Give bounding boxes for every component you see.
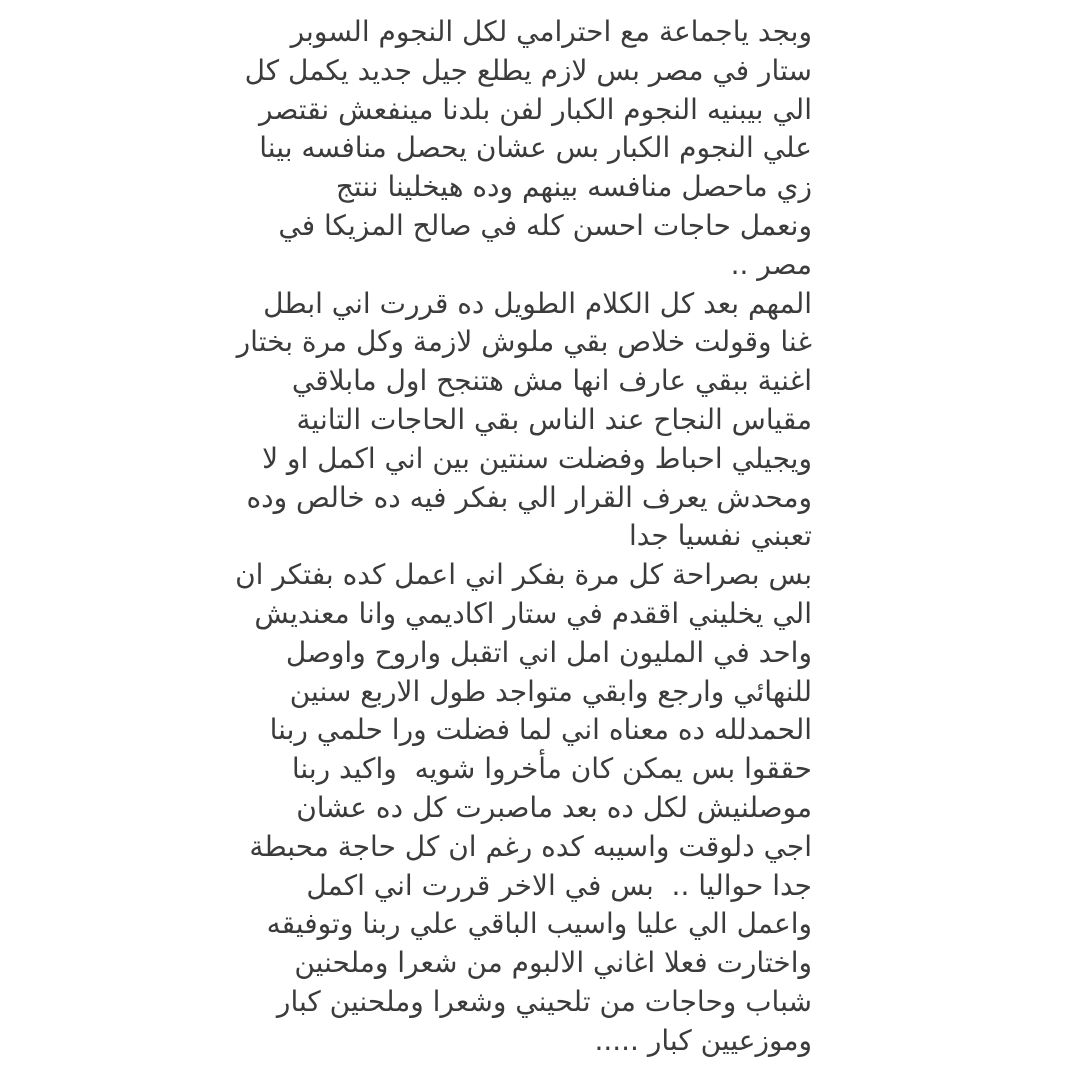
text-line: ونعمل حاجات احسن كله في صالح المزيكا في — [278, 208, 812, 242]
text-line: ستار في مصر بس لازم يطلع جيل جديد يكمل كل — [244, 53, 812, 87]
text-line: تعبني نفسيا جدا — [628, 519, 812, 553]
text-line: مقياس النجاح عند الناس بقي الحاجات التانية — [296, 402, 812, 436]
text-line: اجي دلوقت واسيبه كده رغم ان كل حاجة محبطة — [249, 829, 812, 863]
text-line: علي النجوم الكبار بس عشان يحصل منافسه بينا — [259, 131, 812, 165]
text-line: ويجيلي احباط وفضلت سنتين بين اني اكمل او لا — [262, 441, 812, 475]
post-text-block — [235, 13, 812, 1061]
text-line: موصلنيش لكل ده بعد ماصبرت كل ده عشان — [296, 790, 812, 824]
text-line: الي يخليني اققدم في ستار اكاديمي وانا معنديش — [254, 596, 812, 630]
text-line: حققوا بس يمكن كان مأخروا شويه واكيد ربنا — [291, 752, 812, 786]
text-line: شباب وحاجات من تلحيني وشعرا وملحنين كبار — [276, 984, 812, 1018]
text-line: وبجد ياجماعة مع احترامي لكل النجوم السوبر — [290, 15, 812, 48]
text-line: زي ماحصل منافسه بينهم وده هيخلينا ننتج — [335, 170, 812, 204]
text-line: الي بيبنيه النجوم الكبار لفن بلدنا مينفعش نقتصر — [259, 92, 812, 126]
text-line: واختارت فعلا اغاني الالبوم من شعرا وملحنين — [294, 946, 812, 980]
text-line: الحمدلله ده معناه اني لما فضلت ورا حلمي ربنا — [269, 713, 812, 747]
text-line: جدا حواليا .. بس في الاخر قررت اني اكمل — [306, 868, 812, 902]
text-line: واحد في المليون امل اني اتقبل واروح واوصل — [285, 635, 812, 669]
text-line: ومحدش يعرف القرار الي بفكر فيه ده خالص وده — [246, 480, 812, 514]
text-line: بس بصراحة كل مرة بفكر اني اعمل كده بفتكر ان — [235, 558, 812, 592]
text-line: المهم بعد كل الكلام الطويل ده قررت اني ابطل — [263, 286, 812, 320]
text-line: اغنية ببقي عارف انها مش هتنجح اول مابلاقي — [291, 364, 812, 398]
text-line: مصر .. — [730, 247, 812, 281]
text-line: وموزعيين كبار ..... — [594, 1023, 812, 1057]
text-line: واعمل الي عليا واسيب الباقي علي ربنا وتوفيقه — [266, 907, 812, 941]
text-line: غنا وقولت خلاص بقي ملوش لازمة وكل مرة بختار — [236, 325, 812, 359]
text-line: للنهائي وارجع وابقي متواجد طول الاربع سنين — [289, 674, 812, 708]
